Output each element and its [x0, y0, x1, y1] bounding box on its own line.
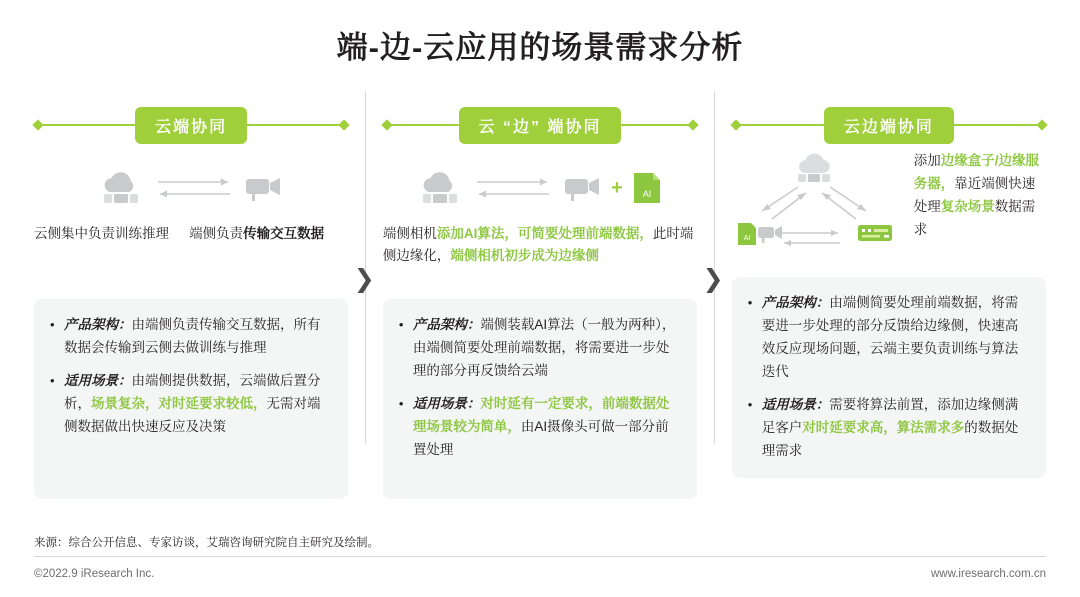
- cloud-icon: [417, 168, 463, 208]
- camera-icon: [244, 171, 284, 205]
- caption-left: 云侧集中负责训练推理: [34, 226, 169, 241]
- caption-part-3: 数据需求: [913, 199, 1036, 237]
- bullet-text: 由端侧负责传输交互数据，所有数据会传输到云侧去做训练与推理: [64, 317, 321, 355]
- bullet-highlight: 场景复杂，对时延要求较低，: [91, 396, 267, 411]
- bullet-item: [748, 291, 1030, 383]
- caption-part-2: 靠近端侧快速处理: [913, 176, 1036, 214]
- caption-part-1: 添加: [913, 153, 941, 168]
- bullet-item: [50, 313, 332, 359]
- plus-icon: +: [611, 176, 623, 199]
- cloud-icon: [98, 168, 144, 208]
- bullet-text-b: 的数据处理需求: [761, 420, 1019, 458]
- bullet-label: 适用场景：: [64, 373, 132, 388]
- bullet-dot-icon: •: [50, 373, 55, 388]
- column-cloud-device: [34, 107, 348, 499]
- caption-right: [189, 223, 348, 289]
- bullet-item: [399, 392, 681, 461]
- badge-cloud-device: 云端协同: [135, 107, 247, 144]
- copyright-text: ©2022.9 iResearch Inc.: [34, 568, 155, 580]
- badge-cloud-edge-device: 云 “边” 端协同: [459, 107, 622, 144]
- decorative-line-right: [247, 124, 348, 126]
- decorative-line-right: [621, 124, 697, 126]
- source-note: 来源：综合公开信息、专家访谈，艾瑞咨询研究院自主研究及绘制。: [34, 537, 379, 549]
- bullet-label: 产品架构：: [412, 317, 481, 332]
- column-cloud-edge-end: [732, 107, 1046, 499]
- column-3-header: [732, 107, 1046, 143]
- caption-highlight-1b: 简要处理前端数据，: [531, 226, 653, 241]
- caption-part-2: 此时端侧边缘化，: [382, 226, 694, 263]
- column-1-header: [34, 107, 348, 143]
- ai-chip-icon: [631, 171, 663, 205]
- decorative-line-right: [954, 124, 1046, 126]
- column-2-caption: [383, 223, 697, 289]
- column-separator-2: [697, 107, 732, 499]
- column-3-caption: [914, 149, 1046, 267]
- chevron-right-icon: ❯: [702, 264, 724, 293]
- column-2-header: [383, 107, 697, 143]
- bullet-dot-icon: •: [747, 397, 753, 412]
- column-3-top: [732, 149, 1046, 267]
- column-3-card: [732, 277, 1046, 478]
- column-cloud-edge-device: [383, 107, 697, 499]
- bullet-dot-icon: •: [50, 317, 55, 332]
- column-1-caption: [34, 223, 348, 289]
- caption-highlight-1: 添加AI算法，可: [436, 226, 532, 241]
- bullet-text-a: 需要将算法前置，添加边缘侧满足客户: [761, 397, 1019, 435]
- bullet-label: 产品架构：: [64, 317, 132, 332]
- arrow-icon: [152, 173, 236, 203]
- camera-icon: [563, 171, 603, 205]
- column-3-diagram: [732, 149, 908, 267]
- arrow-icon: [471, 173, 555, 203]
- bullet-text-a: 由端侧提供数据，云端做后置分析，: [64, 373, 321, 411]
- badge-cloud-edge-end: 云边端协同: [824, 107, 954, 144]
- bullet-text: 由端侧简要处理前端数据，将需要进一步处理的部分反馈给边缘侧，快速高效反应现场问题，云端主要负责训练与算法迭代: [761, 295, 1019, 379]
- bullet-text-b: 无需对端侧数据做出快速反应及决策: [64, 396, 321, 434]
- caption-highlight-2: 复杂场景: [940, 199, 995, 214]
- column-separator-1: [348, 107, 383, 499]
- chevron-right-icon: ❯: [353, 264, 375, 293]
- caption-highlight-2: 端侧相机初步成为边缘侧: [450, 248, 599, 263]
- bullet-item: [748, 393, 1030, 462]
- column-2-card: [383, 299, 697, 499]
- caption-right-plain: 端侧负责: [189, 226, 244, 241]
- bullet-item: [50, 369, 332, 438]
- columns-container: [0, 107, 1080, 499]
- bullet-label: 产品架构：: [761, 295, 830, 310]
- website-text: www.iresearch.com.cn: [930, 568, 1046, 580]
- footer-divider: [34, 556, 1046, 557]
- bullet-highlight: 对时延有一定要求，前端数据处理场景较为简单，: [412, 396, 670, 434]
- column-1-card: [34, 299, 348, 499]
- svg-text:AI: AI: [642, 189, 652, 199]
- caption-right-bold: 传输交互数据: [243, 226, 325, 241]
- page-title: 端-边-云应用的场景需求分析: [336, 30, 744, 65]
- column-1-diagram: [34, 157, 348, 219]
- caption-highlight-1: 边缘盒子/边缘服务器，: [913, 153, 1039, 191]
- bullet-highlight: 对时延要求高，算法需求多: [802, 420, 965, 435]
- column-2-diagram: [383, 157, 697, 219]
- bullet-label: 适用场景：: [412, 396, 481, 411]
- bullet-dot-icon: •: [747, 295, 753, 310]
- decorative-line-left: [34, 124, 135, 126]
- bullet-label: 适用场景：: [761, 397, 830, 412]
- bullet-dot-icon: •: [398, 396, 404, 411]
- decorative-line-left: [732, 124, 824, 126]
- bullet-dot-icon: •: [398, 317, 404, 332]
- bullet-text: 端侧装载AI算法（一般为两种），由端侧简要处理前端数据，将需要进一步处理的部分再反馈给云端: [412, 317, 676, 378]
- caption-part-1: 端侧相机: [382, 226, 437, 241]
- svg-text:AI: AI: [743, 235, 751, 242]
- bullet-text-b: 由AI摄像头可做一部分前置处理: [412, 419, 669, 457]
- decorative-line-left: [383, 124, 459, 126]
- bullet-item: [399, 313, 681, 382]
